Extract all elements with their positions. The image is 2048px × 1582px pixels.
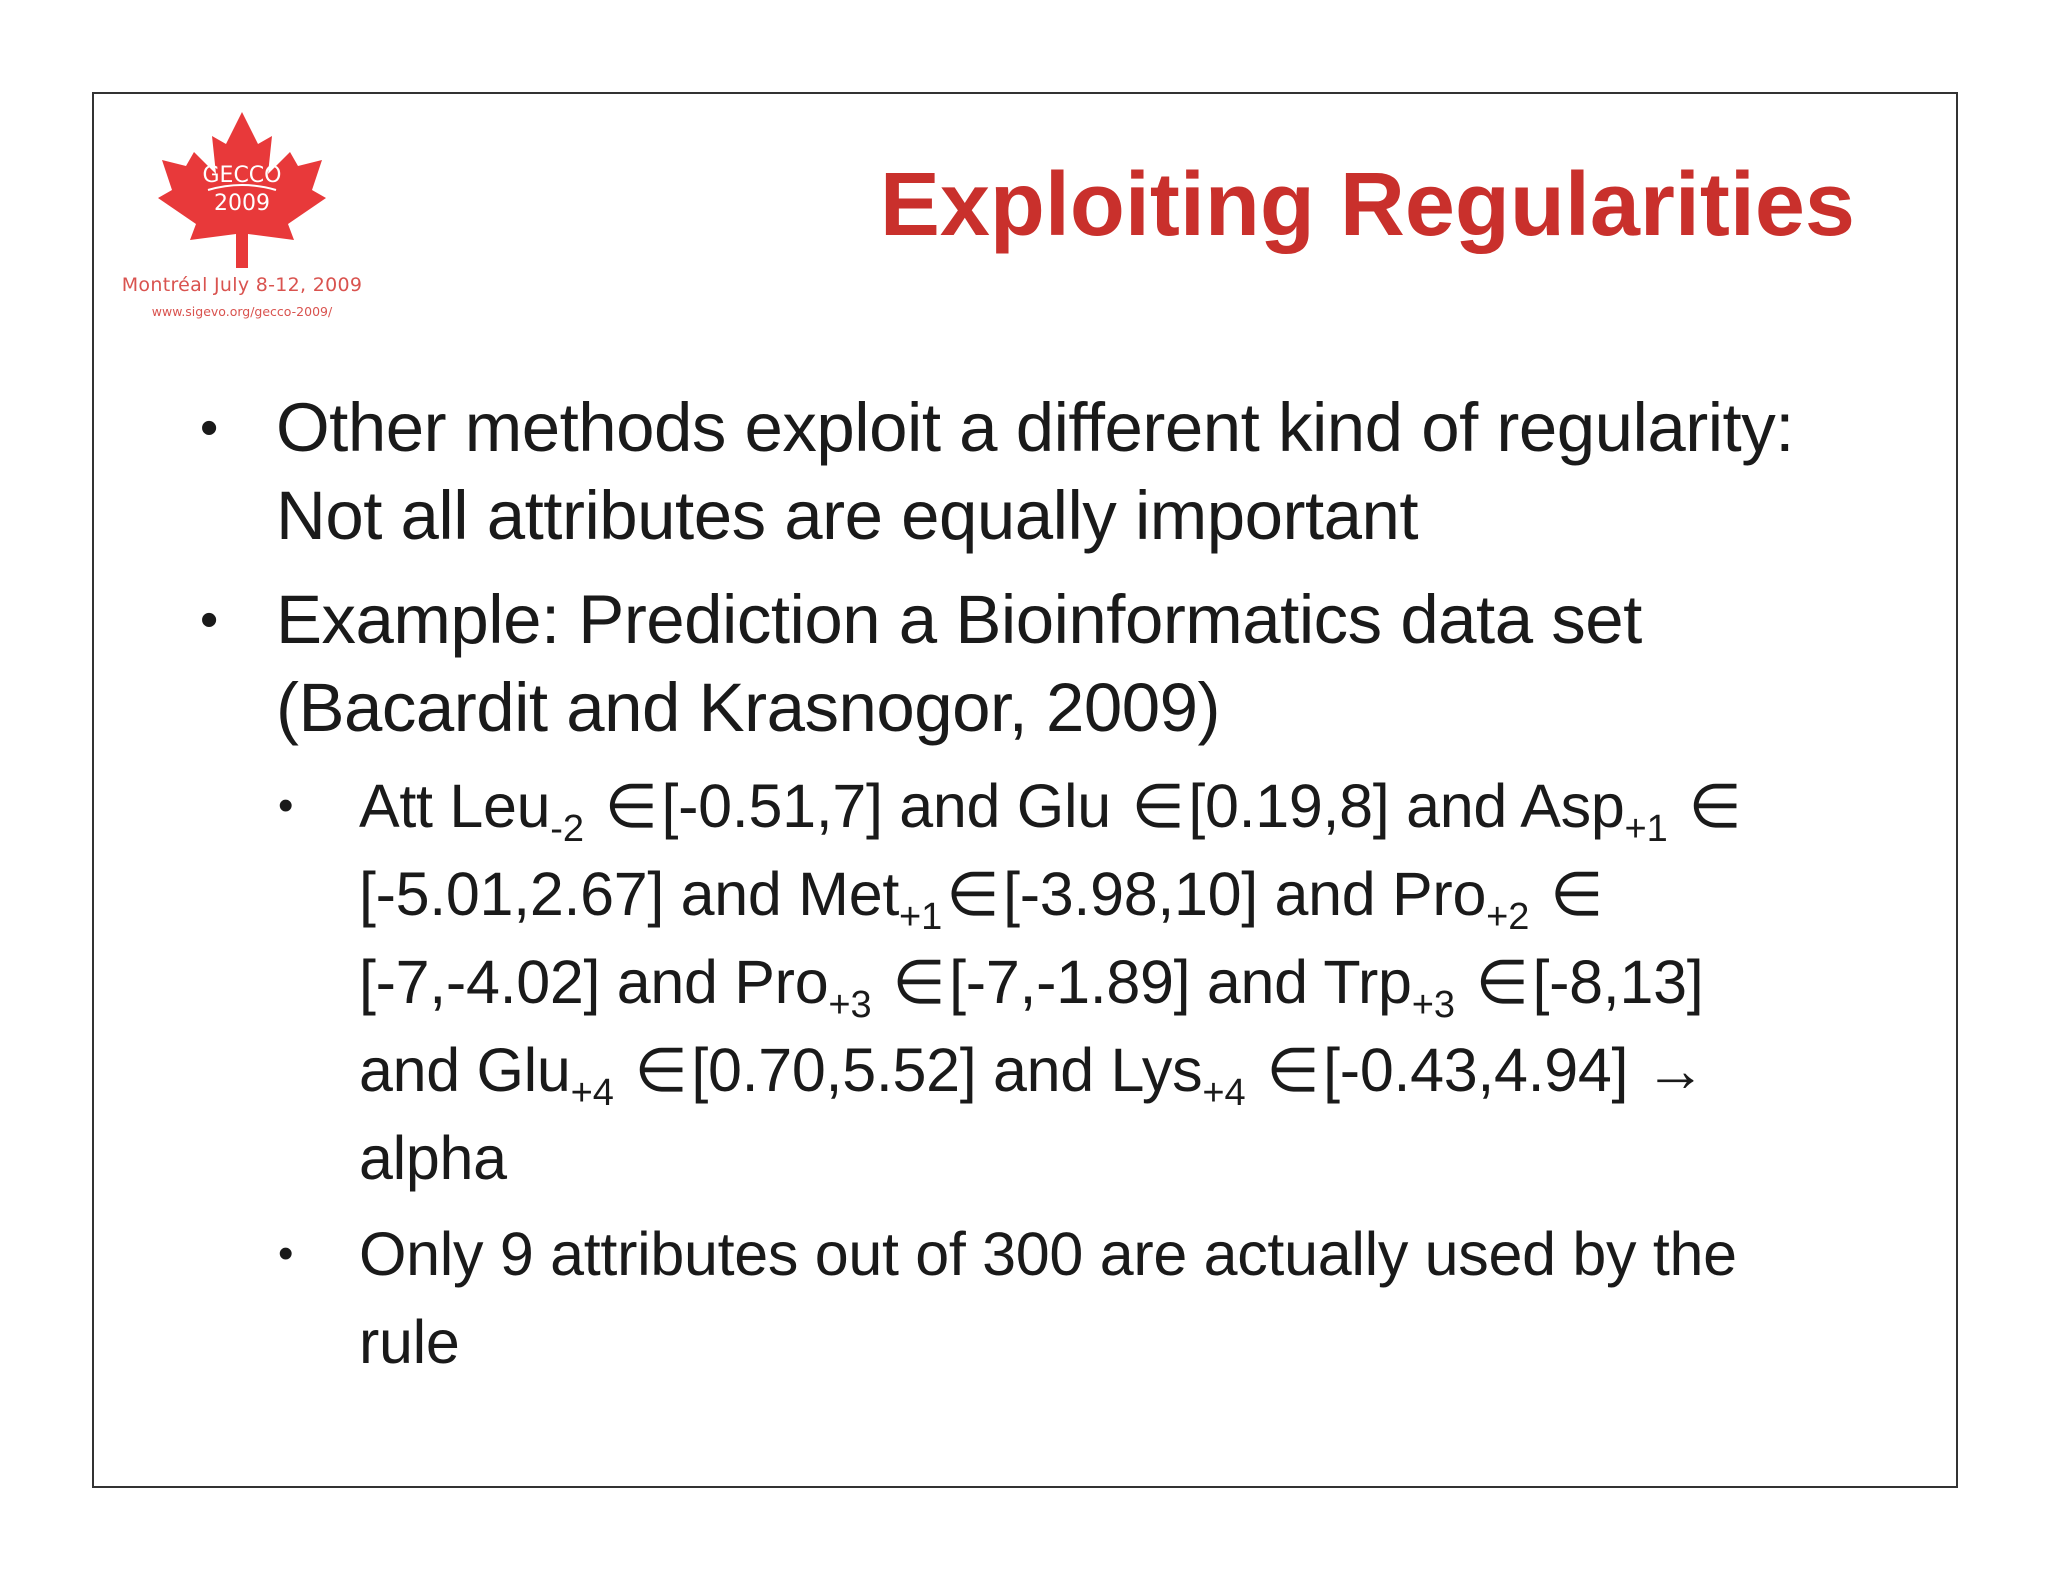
slide-title: Exploiting Regularities — [879, 155, 1855, 255]
rule-text: [-7,-4.02] and Pro — [359, 948, 829, 1016]
element-of-symbol: ∈ — [946, 860, 1000, 928]
bullet-list — [200, 384, 1860, 1386]
note-text-line: rule — [359, 1308, 460, 1376]
rule-subscript: -2 — [550, 808, 585, 850]
rule-text: Att Leu — [359, 772, 551, 840]
element-of-symbol: ∈ — [892, 948, 946, 1016]
rule-subscript: +1 — [898, 896, 943, 938]
maple-leaf-icon — [112, 108, 372, 268]
rule-text: [-7,-1.89] and Trp — [949, 948, 1412, 1016]
rule-subscript: +4 — [570, 1072, 614, 1114]
logo-name-line2: 2009 — [214, 191, 270, 216]
rule-subscript: +3 — [828, 984, 872, 1026]
slide-content — [200, 384, 1860, 1402]
rule-text: and Glu — [359, 1036, 571, 1104]
right-arrow-icon: → — [1644, 1036, 1706, 1104]
logo-name-line1: GECCO — [202, 163, 282, 188]
note-text-line: Only 9 attributes out of 300 are actually used by the — [359, 1220, 1737, 1288]
rule-text: [0.70,5.52] and Lys — [691, 1036, 1203, 1104]
bullet-item-example — [200, 576, 1860, 1386]
rule-text: [-0.51,7] and Glu — [661, 772, 1111, 840]
bullet-text-line: Example: Prediction a Bioinformatics data set — [276, 581, 1642, 658]
bullet-icon: • — [200, 399, 218, 457]
element-of-symbol: ∈ — [604, 772, 658, 840]
sub-bullet-note — [278, 1210, 1860, 1386]
element-of-symbol: ∈ — [1131, 772, 1185, 840]
element-of-symbol: ∈ — [1550, 860, 1603, 928]
rule-text: [-3.98,10] and Pro — [1003, 860, 1487, 928]
rule-text: [-8,13] — [1532, 948, 1704, 1016]
logo-date: Montréal July 8-12, 2009 — [121, 274, 363, 296]
sub-bullet-icon: • — [278, 781, 294, 830]
bullet-text-line: (Bacardit and Krasnogor, 2009) — [276, 669, 1220, 746]
bullet-text-line: Other methods exploit a different kind of regularity: — [276, 389, 1794, 466]
rule-text: [-0.43,4.94] — [1323, 1036, 1629, 1104]
sub-bullet-icon: • — [278, 1229, 294, 1278]
rule-text: alpha — [359, 1124, 507, 1192]
bullet-text-line: Not all attributes are equally important — [276, 477, 1419, 554]
element-of-symbol: ∈ — [1266, 1036, 1320, 1104]
element-of-symbol: ∈ — [634, 1036, 688, 1104]
rule-subscript: +3 — [1411, 984, 1456, 1026]
sub-bullet-rule — [278, 762, 1860, 1202]
logo-url: www.sigevo.org/gecco-2009/ — [151, 304, 333, 319]
gecco-logo — [112, 108, 372, 328]
sub-bullet-list — [276, 762, 1860, 1386]
rule-subscript: +2 — [1486, 896, 1530, 938]
rule-subscript: +4 — [1202, 1072, 1246, 1114]
rule-subscript: +1 — [1624, 808, 1668, 850]
element-of-symbol: ∈ — [1688, 772, 1742, 840]
element-of-symbol: ∈ — [1475, 948, 1529, 1016]
rule-text: [0.19,8] and Asp — [1188, 772, 1625, 840]
bullet-item-other-methods — [200, 384, 1860, 560]
rule-text: [-5.01,2.67] and Met — [359, 860, 899, 928]
bullet-icon: • — [200, 591, 218, 649]
